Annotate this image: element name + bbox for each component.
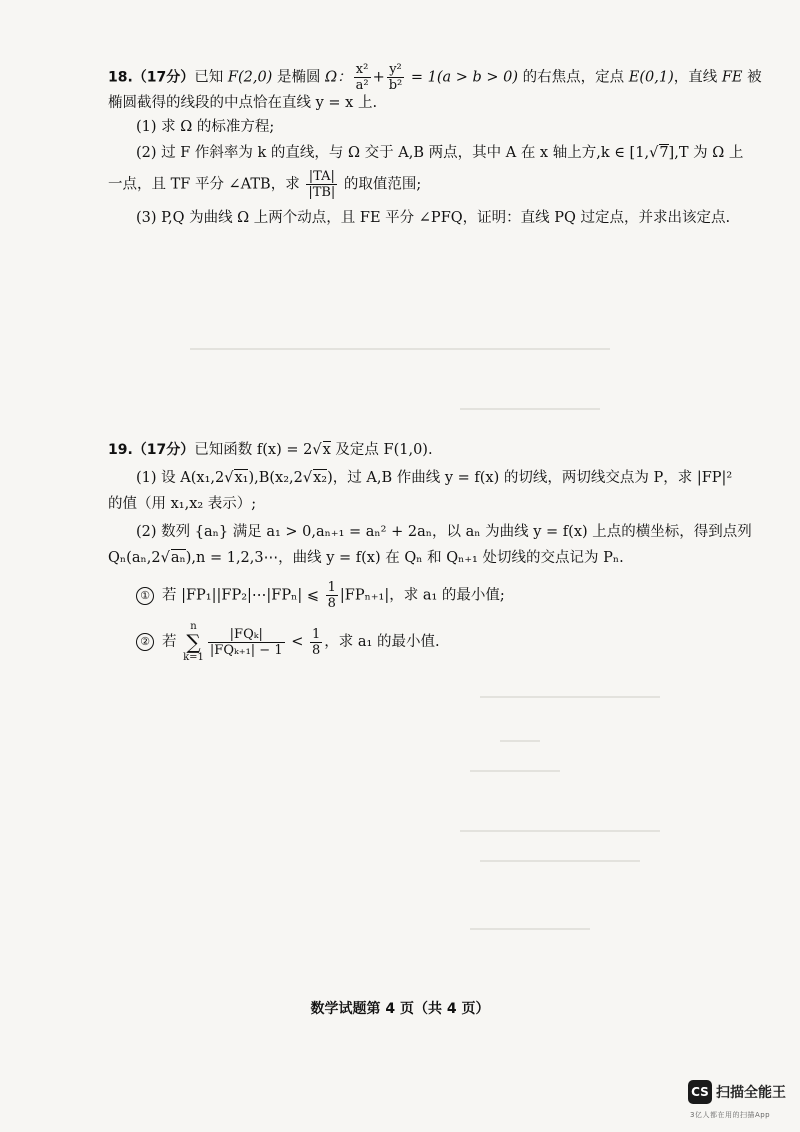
watermark-name: 扫描全能王 bbox=[716, 1085, 786, 1101]
ellipse-x-fraction: $\frac{\text{x²}}{\text{a²}}$ bbox=[355, 62, 369, 93]
show-through-mark bbox=[470, 928, 590, 930]
show-through-mark bbox=[500, 740, 540, 742]
q18-number: 18.（17分） bbox=[108, 69, 195, 86]
one-eighth-fraction: $\frac{1}{8}$ bbox=[327, 580, 336, 611]
camscanner-logo-icon: CS bbox=[688, 1080, 712, 1104]
q18-part-1: (1) 求 Ω 的标准方程; bbox=[136, 119, 275, 135]
q19-sub-2: ② 若 n ∑ k=1 $\frac{\text{|FQₖ|}}{\text{|FQₖ₊₁| − 1}}$ < $\frac{1}{8}$ ，求 a₁ 的最小值. bbox=[108, 621, 708, 663]
ellipse-name: Ω： bbox=[325, 69, 352, 86]
circled-one-marker: ① bbox=[136, 587, 154, 605]
one-eighth-fraction: $\frac{1}{8}$ bbox=[311, 626, 321, 658]
q18-line-2: 椭圆截得的线段的中点恰在直线 y = x 上. bbox=[108, 95, 378, 111]
show-through-mark bbox=[480, 860, 640, 862]
ellipse-y-fraction: $\frac{\text{y²}}{\text{b²}}$ bbox=[388, 62, 403, 93]
q18-line-1: 18.（17分）已知 F(2,0) 是椭圆 Ω： $\frac{\text{x²}}{\text{a²}}$ + $\frac{\text{y²}}{\text{b²}}$ = 1(a > b > 0) 的右焦点，定点 E(0,1)，直线 FE 被 bbox=[108, 62, 762, 93]
q19-part-1-cont: 的值（用 x₁,x₂ 表示）; bbox=[108, 496, 257, 512]
q18-line-fe: FE bbox=[721, 69, 743, 86]
q19-part-2: (2) 数列 {aₙ} 满足 a₁ > 0,aₙ₊₁ = aₙ² + 2aₙ，以 aₙ 为曲线 y = f(x) 上点的横坐标，得到点列 bbox=[136, 524, 752, 540]
scanner-watermark bbox=[688, 1080, 798, 1120]
q19-part-2-cont: Qₙ(aₙ,2√aₙ),n = 1,2,3⋯，曲线 y = f(x) 在 Qₙ 和 Qₙ₊₁ 处切线的交点记为 Pₙ. bbox=[108, 550, 624, 566]
ellipse-condition: = 1(a > b > 0) bbox=[406, 69, 519, 86]
q18-text: ，直线 bbox=[673, 69, 718, 86]
q18-text: 是椭圆 bbox=[276, 69, 321, 86]
q18-text: 已知 bbox=[194, 69, 224, 86]
summation: n ∑ k=1 bbox=[183, 621, 204, 663]
q18-text: 的右焦点，定点 bbox=[522, 69, 625, 86]
q18-part-2: (2) 过 F 作斜率为 k 的直线，与 Ω 交于 A,B 两点，其中 A 在 x 轴上方,k ∈ [1,√7],T 为 Ω 上 bbox=[136, 145, 744, 161]
q18-focus: F(2,0) bbox=[227, 69, 273, 86]
q19-sub-1: ① 若 |FP₁||FP₂|⋯|FPₙ| ⩽ $\frac{1}{8}$ |FPₙ₊₁|，求 a₁ 的最小值; bbox=[108, 580, 708, 611]
show-through-mark bbox=[460, 408, 600, 410]
q19-line-1: 19.（17分）已知函数 f(x) = 2√x 及定点 F(1,0). bbox=[108, 442, 433, 458]
q19-number: 19.（17分） bbox=[108, 442, 195, 458]
q18-point-e: E(0,1) bbox=[628, 69, 674, 86]
q18-part-3: (3) P,Q 为曲线 Ω 上两个动点，且 FE 平分 ∠PFQ，证明：直线 PQ 过定点，并求出该定点. bbox=[136, 210, 731, 226]
show-through-mark bbox=[190, 348, 610, 350]
q18-part-2-cont: 一点，且 TF 平分 ∠ATB，求 $\frac{|TA|}{|TB|}$ 的取值范围; bbox=[108, 169, 422, 200]
watermark-subtitle: 3亿人都在用的扫描App bbox=[690, 1111, 771, 1119]
circled-two-marker: ② bbox=[136, 633, 154, 651]
question-19 bbox=[108, 440, 752, 663]
question-18 bbox=[108, 62, 762, 228]
show-through-mark bbox=[460, 830, 660, 832]
page-footer: 数学试题第 4 页（共 4 页） bbox=[310, 1001, 490, 1017]
summand-fraction: $\frac{\text{|FQₖ|}}{\text{|FQₖ₊₁| − 1}}$ bbox=[209, 626, 283, 658]
ratio-fraction: $\frac{|TA|}{|TB|}$ bbox=[308, 169, 336, 200]
show-through-mark bbox=[470, 770, 560, 772]
q18-text: 被 bbox=[747, 69, 762, 86]
q19-part-1: (1) 设 A(x₁,2√x₁),B(x₂,2√x₂)，过 A,B 作曲线 y = f(x) 的切线，两切线交点为 P，求 |FP|² bbox=[136, 470, 733, 486]
show-through-mark bbox=[480, 696, 660, 698]
